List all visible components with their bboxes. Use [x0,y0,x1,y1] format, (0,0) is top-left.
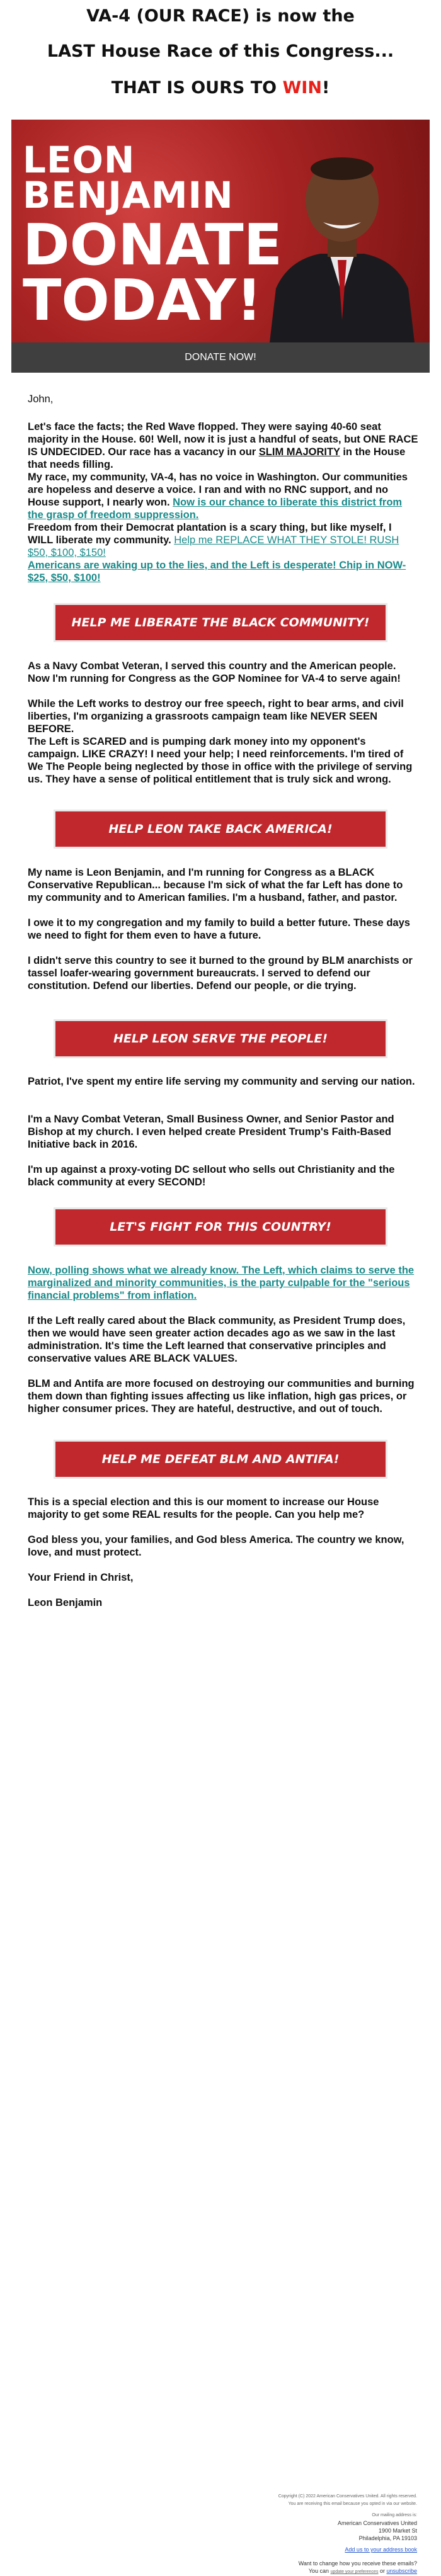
paragraph-1 [28,421,418,471]
p3-text: Freedom from their Democrat plantation is a scary thing, but like myself, I WILL liberate my community. [28,522,392,546]
cta-take-back-button[interactable]: HELP LEON TAKE BACK AMERICA! [55,811,386,847]
p2-link[interactable]: Now is our chance to liberate this district from the grasp of freedom suppression. [28,497,403,521]
add-to-address-book-link[interactable]: Add us to your address book [345,2546,417,2553]
paragraph-8: My name is Leon Benjamin, and I'm running for Congress as a BLACK Conservative Republican... because I'm sick of what the far Left has done to my community and to American families. I'm a husband, father, and pastor. [28,867,403,903]
p1-text-e: in the House that needs filling. [28,446,406,470]
p7-crazy: LIKE CRAZY! [82,749,148,760]
p15-text: If the Left really cared about the Black community, as President Trump does, then we would have seen greater action decades ago as we saw in the last administration. It's time the Left learned that conservative principles and conservative values [28,1315,406,1364]
headline-win: WIN [282,78,322,98]
footer-preferences-line [228,2567,417,2576]
candidate-photo [263,131,421,342]
footer [228,2493,417,2576]
p1-text-c: . Our race has a vacancy in our [102,446,259,458]
hero-donate-line-2: TODAY! [23,268,262,334]
footer-or: or [378,2568,387,2574]
paragraph-3 [28,521,418,559]
p4-chip-in-link[interactable]: Americans are waking up to the lies, and the Left is desperate! Chip in NOW- $25, $50, $100! [28,560,406,584]
p13-text: I'm up against a proxy-voting DC sellout who sells out Christianity and the black community at every [28,1164,395,1188]
cta-serve-button[interactable]: HELP LEON SERVE THE PEOPLE! [55,1021,386,1056]
paragraph-12: I'm a Navy Combat Veteran, Small Business Owner, and Senior Pastor and Bishop at my church. I even helped create President Trump's Faith-Based Initiative back in 2016. [28,1114,394,1150]
footer-copyright: Copyright (C) 2022 American Conservatives United. All rights reserved. [278,2494,417,2499]
paragraph-9: I owe it to my congregation and my family to build a better future. These days we need to fight for them even to have a future. [28,917,410,941]
p13-second: SECOND! [158,1177,206,1188]
p7-text-e: I need your help; I need reinforcements. I'm tired of We The People being neglected by those in office with the privilege of serving us. They have a sense of political entitlement that is truly sick and wrong. [28,749,413,785]
p15-black-values: ARE BLACK VALUES. [129,1353,238,1364]
paragraph-16: BLM and Antifa are more focused on destroying our communities and burning them down than fighting issues affecting us like inflation, high gas prices, or higher consumer prices. They are hateful, destructive, and out of touch. [28,1378,415,1415]
unsubscribe-link[interactable]: unsubscribe [386,2568,417,2574]
paragraph-10: I didn't serve this country to see it burned to the ground by BLM anarchists or tassel loafer-wearing government bureaucrats. I served to defend our constitution. Defend our liberties. Defend our people, or die trying. [28,955,413,991]
paragraph-14 [28,1264,418,1302]
greeting: John, [28,393,54,405]
paragraph-5: As a Navy Combat Veteran, I served this country and the American people. Now I'm running for Congress as the GOP Nominee for VA-4 to serve again! [28,660,401,684]
signature: Leon Benjamin [28,1597,103,1608]
p1-text-b: ONE RACE IS UNDECIDED [28,434,418,458]
headline-line-2: LAST House Race of this Congress... [47,42,394,61]
p2-text: My race, my community, VA-4, has no voice in Washington. Our communities are hopeless and deserve a voice. I ran and with no RNC support, and no House support, I nearly won. [28,472,408,508]
hero-banner[interactable] [11,120,430,342]
hero-candidate-name [23,138,234,217]
p7-scared: SCARED [83,736,127,747]
p6-text: While the Left works to destroy our free speech, right to bear arms, and civil liberties, I'm organizing a grassroots campaign team like [28,698,404,722]
footer-you-can: You can [308,2568,331,2574]
paragraph-4 [28,559,418,584]
p7-text-c: and is pumping dark money into my opponent's campaign. [28,736,366,760]
footer-mailing-label: Our mailing address is: [372,2513,417,2517]
p1-slim-majority: SLIM MAJORITY [258,446,340,458]
cta-fight-button[interactable]: LET'S FIGHT FOR THIS COUNTRY! [55,1209,386,1245]
hero-name-line-2: BENJAMIN [23,174,234,217]
p6-emphasis: NEVER SEEN BEFORE. [28,711,378,735]
paragraph-13 [28,1163,418,1189]
footer-city: Philadelphia, PA 19103 [358,2535,417,2541]
footer-change-question: Want to change how you receive these emails? [298,2560,417,2567]
paragraph-2 [28,471,418,521]
paragraph-7 [28,735,418,786]
p1-text-a: Let's face the facts; the Red Wave flopped. They were saying 40-60 seat majority in the House. 60! Well, now it is just a handful of seats, but [28,421,381,445]
headline-line-1: VA-4 (OUR RACE) is now the [86,6,355,26]
footer-org: American Conservatives United [337,2520,417,2526]
paragraph-11: Patriot, I've spent my entire life serving my community and serving our nation. [28,1076,415,1087]
footer-optin: You are receiving this email because you opted in via our website. [288,2502,417,2506]
headline-prefix: THAT IS OURS TO [111,78,283,98]
cta-liberate-button[interactable]: HELP ME LIBERATE THE BLACK COMMUNITY! [55,605,386,640]
headline-suffix: ! [321,78,330,98]
p14-polling-link[interactable]: Now, polling shows what we already know. The Left, which claims to serve the marginalized and minority communities, is the party culpable for the "serious financial problems" from inflation. [28,1265,415,1301]
closing: Your Friend in Christ, [28,1572,134,1583]
hero-donate-line-1: DONATE [23,212,283,278]
p3-donate-link[interactable]: Help me REPLACE WHAT THEY STOLE! RUSH $50, $100, $150! [28,534,399,558]
footer-street: 1900 Market St [378,2528,417,2534]
paragraph-6 [28,698,418,735]
donate-now-button[interactable]: DONATE NOW! [11,342,430,373]
cta-defeat-button[interactable]: HELP ME DEFEAT BLM AND ANTIFA! [55,1442,386,1477]
hero-donate-text [23,212,283,334]
paragraph-17: This is a special election and this is our moment to increase our House majority to get some REAL results for the people. Can you help me? [28,1496,379,1520]
paragraph-15 [28,1314,418,1365]
hero-name-line-1: LEON [23,138,135,181]
paragraph-18: God bless you, your families, and God bless America. The country we know, love, and must protect. [28,1534,404,1558]
p7-text-a: The Left is [28,736,83,747]
headline-line-3 [0,78,441,98]
update-preferences-link[interactable]: update your preferences [330,2570,379,2574]
